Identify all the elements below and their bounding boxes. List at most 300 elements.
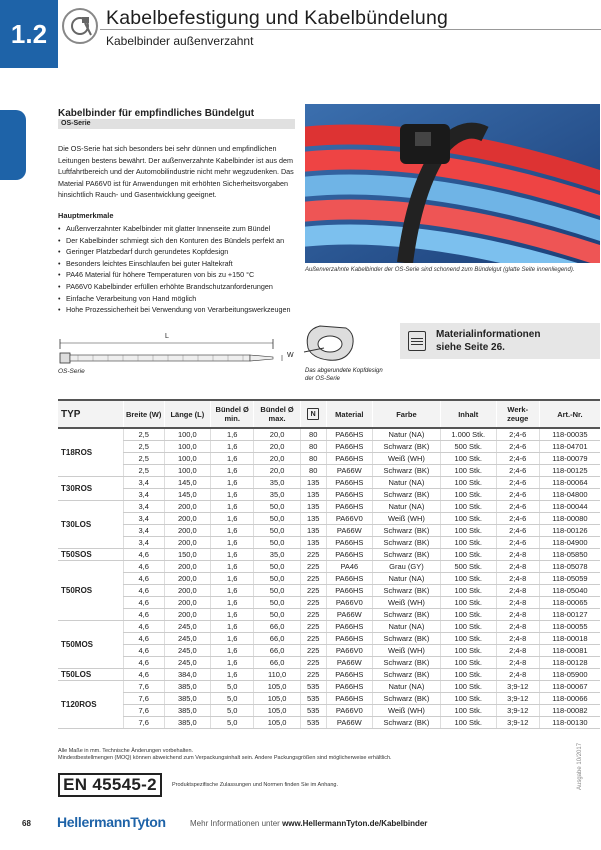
table-cell: PA66HS bbox=[326, 453, 373, 465]
table-cell: 225 bbox=[300, 573, 326, 585]
table-cell: 4,6 bbox=[123, 657, 164, 669]
tensile-strength-icon: N bbox=[307, 408, 319, 420]
table-row bbox=[58, 645, 600, 657]
table-cell: 80 bbox=[300, 428, 326, 441]
table-cell: 100 Stk. bbox=[440, 513, 496, 525]
table-cell: 3;9-12 bbox=[496, 681, 539, 693]
table-cell: 3,4 bbox=[123, 489, 164, 501]
table-cell: 100 Stk. bbox=[440, 525, 496, 537]
table-cell: 1,6 bbox=[211, 609, 254, 621]
table-cell: Schwarz (BK) bbox=[373, 537, 441, 549]
table-cell: 225 bbox=[300, 645, 326, 657]
table-cell: PA66W bbox=[326, 465, 373, 477]
header-inhalt: Inhalt bbox=[440, 400, 496, 428]
table-cell: 2;4-8 bbox=[496, 549, 539, 561]
table-cell: 2;4-6 bbox=[496, 513, 539, 525]
type-cell: T50ROS bbox=[58, 561, 123, 621]
table-cell: 1,6 bbox=[211, 585, 254, 597]
table-cell: 50,0 bbox=[254, 609, 301, 621]
footer-text bbox=[190, 819, 427, 828]
table-cell: PA66V0 bbox=[326, 513, 373, 525]
table-cell: 4,6 bbox=[123, 561, 164, 573]
table-cell: 118-00082 bbox=[539, 705, 600, 717]
table-cell: 118-05040 bbox=[539, 585, 600, 597]
page-number: 68 bbox=[22, 819, 31, 828]
table-row bbox=[58, 428, 600, 441]
table-cell: 118-04800 bbox=[539, 489, 600, 501]
table-cell: 135 bbox=[300, 477, 326, 489]
tie-caption: OS-Serie bbox=[58, 368, 85, 375]
table-cell: 100 Stk. bbox=[440, 573, 496, 585]
table-cell: 2;4-6 bbox=[496, 489, 539, 501]
table-cell: PA66HS bbox=[326, 428, 373, 441]
table-cell: 500 Stk. bbox=[440, 441, 496, 453]
feature-item: • Besonders leichtes Einschlaufen bei guter Haltekraft bbox=[58, 258, 308, 270]
standard-badge: EN 45545-2 bbox=[58, 773, 162, 797]
head-caption bbox=[305, 367, 383, 383]
table-cell: 100 Stk. bbox=[440, 645, 496, 657]
table-row bbox=[58, 657, 600, 669]
table-cell: 20,0 bbox=[254, 453, 301, 465]
photo-caption: Außenverzahnte Kabelbinder der OS-Serie sind schonend zum Bündelgut (glatte Seite innenliegend). bbox=[305, 267, 575, 273]
table-row bbox=[58, 453, 600, 465]
table-cell: Schwarz (BK) bbox=[373, 489, 441, 501]
type-cell: T120ROS bbox=[58, 681, 123, 729]
table-cell: 7,6 bbox=[123, 681, 164, 693]
table-cell: 105,0 bbox=[254, 693, 301, 705]
table-cell: 118-04900 bbox=[539, 537, 600, 549]
table-cell: 384,0 bbox=[164, 669, 211, 681]
table-cell: 3,4 bbox=[123, 477, 164, 489]
table-cell: 2,5 bbox=[123, 453, 164, 465]
table-row bbox=[58, 669, 600, 681]
table-cell: Schwarz (BK) bbox=[373, 657, 441, 669]
table-cell: Schwarz (BK) bbox=[373, 585, 441, 597]
type-cell: T50SOS bbox=[58, 549, 123, 561]
table-cell: 100,0 bbox=[164, 441, 211, 453]
table-cell: 5,0 bbox=[211, 693, 254, 705]
table-cell: 135 bbox=[300, 489, 326, 501]
header-buendel-max: Bündel Ø max. bbox=[254, 400, 301, 428]
table-cell: 2;4-6 bbox=[496, 428, 539, 441]
page-subtitle: Kabelbinder außenverzahnt bbox=[106, 34, 254, 48]
table-cell: PA66HS bbox=[326, 537, 373, 549]
table-row bbox=[58, 441, 600, 453]
table-cell: 535 bbox=[300, 681, 326, 693]
note-line1: Alle Maße in mm. Technische Änderungen vorbehalten. bbox=[58, 748, 194, 754]
table-row bbox=[58, 525, 600, 537]
table-cell: PA66HS bbox=[326, 501, 373, 513]
feature-item: • Einfache Verarbeitung von Hand möglich bbox=[58, 293, 308, 305]
product-intro: Die OS-Serie hat sich besonders bei sehr dünnen und empfindlichen Leitungen bestens bewährt. Der außenverzahnte Kabelbinder ist aus dem Luftfahrtbereich und der Automobilindustrie nicht mehr wegzudenken. Das Material PA66V0 ist für Anwendungen mit erhöhten Sicherheitsvorgaben hinsichtlich Rauch- und Gasentwicklung geeignet. bbox=[58, 144, 294, 200]
header-farbe: Farbe bbox=[373, 400, 441, 428]
table-cell: 1,6 bbox=[211, 453, 254, 465]
product-photo bbox=[305, 104, 600, 263]
table-cell: 66,0 bbox=[254, 633, 301, 645]
table-cell: Weiß (WH) bbox=[373, 705, 441, 717]
table-cell: 118-00126 bbox=[539, 525, 600, 537]
table-cell: Schwarz (BK) bbox=[373, 717, 441, 729]
table-cell: 118-00065 bbox=[539, 597, 600, 609]
table-cell: 3;9-12 bbox=[496, 705, 539, 717]
table-cell: 2;4-6 bbox=[496, 465, 539, 477]
cable-tie-icon bbox=[62, 8, 98, 44]
table-cell: PA66W bbox=[326, 717, 373, 729]
footer-url-link[interactable]: www.HellermannTyton.de/Kabelbinder bbox=[282, 819, 428, 828]
cable-tie-drawing bbox=[58, 335, 298, 375]
table-cell: 80 bbox=[300, 465, 326, 477]
table-cell: 145,0 bbox=[164, 477, 211, 489]
table-cell: 200,0 bbox=[164, 597, 211, 609]
table-cell: 100 Stk. bbox=[440, 717, 496, 729]
table-cell: Schwarz (BK) bbox=[373, 441, 441, 453]
table-row bbox=[58, 573, 600, 585]
table-row bbox=[58, 693, 600, 705]
table-row bbox=[58, 621, 600, 633]
table-cell: 2;4-6 bbox=[496, 525, 539, 537]
table-cell: 2;4-8 bbox=[496, 597, 539, 609]
table-cell: 385,0 bbox=[164, 693, 211, 705]
table-cell: 1,6 bbox=[211, 597, 254, 609]
table-cell: 100 Stk. bbox=[440, 585, 496, 597]
table-cell: 105,0 bbox=[254, 681, 301, 693]
table-cell: 1,6 bbox=[211, 513, 254, 525]
table-cell: PA66W bbox=[326, 525, 373, 537]
feature-item: • PA66V0 Kabelbinder erfüllen erhöhte Brandschutzanforderungen bbox=[58, 281, 308, 293]
table-cell: 118-00079 bbox=[539, 453, 600, 465]
table-cell: 50,0 bbox=[254, 573, 301, 585]
table-cell: 1,6 bbox=[211, 561, 254, 573]
table-cell: 3,4 bbox=[123, 501, 164, 513]
table-cell: 1,6 bbox=[211, 621, 254, 633]
table-cell: Schwarz (BK) bbox=[373, 609, 441, 621]
table-cell: 3,4 bbox=[123, 537, 164, 549]
table-cell: Grau (GY) bbox=[373, 561, 441, 573]
table-cell: 200,0 bbox=[164, 573, 211, 585]
table-cell: 100,0 bbox=[164, 428, 211, 441]
table-cell: 385,0 bbox=[164, 717, 211, 729]
table-cell: 2;4-8 bbox=[496, 633, 539, 645]
table-cell: PA66W bbox=[326, 609, 373, 621]
table-cell: 118-00064 bbox=[539, 477, 600, 489]
table-cell: 20,0 bbox=[254, 441, 301, 453]
table-cell: 7,6 bbox=[123, 693, 164, 705]
table-cell: 118-05059 bbox=[539, 573, 600, 585]
table-cell: 100 Stk. bbox=[440, 681, 496, 693]
table-cell: 535 bbox=[300, 693, 326, 705]
table-cell: PA66V0 bbox=[326, 597, 373, 609]
table-cell: 2;4-8 bbox=[496, 621, 539, 633]
table-cell: 100,0 bbox=[164, 453, 211, 465]
table-cell: 7,6 bbox=[123, 717, 164, 729]
header-artnr: Art.-Nr. bbox=[539, 400, 600, 428]
table-cell: 135 bbox=[300, 525, 326, 537]
standard-note: Produktspezifische Zulassungen und Normen finden Sie im Anhang. bbox=[172, 782, 339, 788]
table-cell: 80 bbox=[300, 441, 326, 453]
header-buendel-min: Bündel Ø min. bbox=[211, 400, 254, 428]
table-cell: 135 bbox=[300, 513, 326, 525]
table-cell: 4,6 bbox=[123, 669, 164, 681]
table-cell: 225 bbox=[300, 609, 326, 621]
feature-item: • Der Kabelbinder schmiegt sich den Konturen des Bündels perfekt an bbox=[58, 235, 308, 247]
table-cell: 118-00080 bbox=[539, 513, 600, 525]
table-cell: 1,6 bbox=[211, 477, 254, 489]
table-cell: 118-00130 bbox=[539, 717, 600, 729]
feature-item: • Geringer Platzbedarf durch gerundetes Kopfdesign bbox=[58, 246, 308, 258]
table-cell: 1,6 bbox=[211, 633, 254, 645]
spec-table-body bbox=[58, 428, 600, 729]
table-row bbox=[58, 585, 600, 597]
table-cell: 225 bbox=[300, 549, 326, 561]
type-cell: T50MOS bbox=[58, 621, 123, 669]
type-cell: T18ROS bbox=[58, 428, 123, 477]
table-cell: 2;4-8 bbox=[496, 609, 539, 621]
table-cell: 118-05850 bbox=[539, 549, 600, 561]
header-breite: Breite (W) bbox=[123, 400, 164, 428]
table-cell: 225 bbox=[300, 633, 326, 645]
type-cell: T30LOS bbox=[58, 501, 123, 549]
table-cell: Weiß (WH) bbox=[373, 597, 441, 609]
table-cell: 135 bbox=[300, 501, 326, 513]
table-cell: 4,6 bbox=[123, 597, 164, 609]
table-cell: 4,6 bbox=[123, 573, 164, 585]
table-cell: 225 bbox=[300, 657, 326, 669]
table-cell: 225 bbox=[300, 621, 326, 633]
table-cell: 2;4-6 bbox=[496, 477, 539, 489]
table-cell: 50,0 bbox=[254, 597, 301, 609]
table-cell: 35,0 bbox=[254, 477, 301, 489]
material-info-box[interactable] bbox=[400, 323, 600, 359]
table-cell: 245,0 bbox=[164, 645, 211, 657]
page-title: Kabelbefestigung und Kabelbündelung bbox=[106, 7, 449, 29]
table-cell: 225 bbox=[300, 561, 326, 573]
table-cell: 2;4-8 bbox=[496, 573, 539, 585]
table-cell: Weiß (WH) bbox=[373, 645, 441, 657]
table-row bbox=[58, 489, 600, 501]
table-cell: 1,6 bbox=[211, 537, 254, 549]
table-cell: 50,0 bbox=[254, 585, 301, 597]
table-cell: 3,4 bbox=[123, 525, 164, 537]
table-cell: 118-00018 bbox=[539, 633, 600, 645]
table-cell: 100 Stk. bbox=[440, 657, 496, 669]
edition-label: Ausgabe 10/2017 bbox=[577, 742, 583, 790]
material-info-text bbox=[436, 328, 540, 354]
head-caption-line2: der OS-Serie bbox=[305, 376, 341, 382]
rounded-head-drawing bbox=[300, 318, 360, 366]
table-cell: Schwarz (BK) bbox=[373, 669, 441, 681]
table-cell: 100 Stk. bbox=[440, 537, 496, 549]
table-cell: Natur (NA) bbox=[373, 477, 441, 489]
table-cell: Schwarz (BK) bbox=[373, 549, 441, 561]
table-cell: 1,6 bbox=[211, 657, 254, 669]
table-cell: 20,0 bbox=[254, 465, 301, 477]
table-cell: 1,6 bbox=[211, 669, 254, 681]
table-cell: 100 Stk. bbox=[440, 633, 496, 645]
table-cell: 1,6 bbox=[211, 645, 254, 657]
table-cell: PA66HS bbox=[326, 669, 373, 681]
table-cell: 118-00127 bbox=[539, 609, 600, 621]
table-row bbox=[58, 597, 600, 609]
table-cell: 200,0 bbox=[164, 513, 211, 525]
table-cell: 1,6 bbox=[211, 465, 254, 477]
table-cell: 2,5 bbox=[123, 441, 164, 453]
table-cell: 100 Stk. bbox=[440, 549, 496, 561]
table-cell: 118-05900 bbox=[539, 669, 600, 681]
table-row bbox=[58, 501, 600, 513]
table-cell: Weiß (WH) bbox=[373, 513, 441, 525]
table-cell: Weiß (WH) bbox=[373, 453, 441, 465]
table-cell: 200,0 bbox=[164, 525, 211, 537]
table-cell: 535 bbox=[300, 705, 326, 717]
table-cell: 118-00035 bbox=[539, 428, 600, 441]
table-cell: 100 Stk. bbox=[440, 465, 496, 477]
table-cell: PA66V0 bbox=[326, 705, 373, 717]
table-header-row bbox=[58, 400, 600, 428]
header-typ: TYP bbox=[61, 408, 81, 420]
table-cell: 535 bbox=[300, 717, 326, 729]
length-label: L bbox=[165, 333, 169, 340]
table-notes bbox=[58, 748, 392, 762]
table-cell: 5,0 bbox=[211, 717, 254, 729]
table-cell: 5,0 bbox=[211, 705, 254, 717]
header-tensile-icon bbox=[300, 400, 326, 428]
table-cell: PA66HS bbox=[326, 549, 373, 561]
table-cell: 2;4-6 bbox=[496, 537, 539, 549]
header-laenge: Länge (L) bbox=[164, 400, 211, 428]
table-cell: PA66HS bbox=[326, 585, 373, 597]
table-cell: 1,6 bbox=[211, 441, 254, 453]
table-cell: 100 Stk. bbox=[440, 621, 496, 633]
table-cell: PA46 bbox=[326, 561, 373, 573]
table-cell: 135 bbox=[300, 537, 326, 549]
feature-item: • PA46 Material für höhere Temperaturen von bis zu +150 °C bbox=[58, 269, 308, 281]
table-cell: 2;4-8 bbox=[496, 669, 539, 681]
table-cell: 80 bbox=[300, 453, 326, 465]
table-cell: 2;4-6 bbox=[496, 453, 539, 465]
table-cell: 1,6 bbox=[211, 549, 254, 561]
section-side-tab bbox=[0, 110, 26, 180]
table-cell: 66,0 bbox=[254, 645, 301, 657]
table-cell: PA66V0 bbox=[326, 645, 373, 657]
table-cell: 7,6 bbox=[123, 705, 164, 717]
table-cell: 4,6 bbox=[123, 585, 164, 597]
feature-item: • Außenverzahnter Kabelbinder mit glatter Innenseite zum Bündel bbox=[58, 223, 308, 235]
table-cell: 1,6 bbox=[211, 489, 254, 501]
table-cell: 2;4-8 bbox=[496, 585, 539, 597]
table-cell: 100 Stk. bbox=[440, 609, 496, 621]
table-cell: 245,0 bbox=[164, 621, 211, 633]
table-cell: Schwarz (BK) bbox=[373, 465, 441, 477]
table-cell: 118-05078 bbox=[539, 561, 600, 573]
brand-logo: HellermannTyton bbox=[57, 814, 166, 830]
table-cell: 100 Stk. bbox=[440, 453, 496, 465]
table-cell: 118-04701 bbox=[539, 441, 600, 453]
table-row bbox=[58, 561, 600, 573]
table-cell: Natur (NA) bbox=[373, 501, 441, 513]
feature-item: • Hohe Prozessicherheit bei Verwendung von Verarbeitungswerkzeugen bbox=[58, 304, 308, 316]
width-label: W bbox=[287, 352, 294, 359]
table-cell: PA66HS bbox=[326, 633, 373, 645]
table-cell: 150,0 bbox=[164, 549, 211, 561]
document-icon bbox=[408, 331, 426, 351]
type-cell: T50LOS bbox=[58, 669, 123, 681]
table-cell: 1,6 bbox=[211, 573, 254, 585]
table-cell: 2;4-8 bbox=[496, 645, 539, 657]
table-cell: 110,0 bbox=[254, 669, 301, 681]
head-caption-line1: Das abgerundete Kopfdesign bbox=[305, 368, 383, 374]
table-cell: 100 Stk. bbox=[440, 477, 496, 489]
table-cell: PA66HS bbox=[326, 477, 373, 489]
table-cell: 2,5 bbox=[123, 428, 164, 441]
table-row bbox=[58, 705, 600, 717]
table-cell: Natur (NA) bbox=[373, 681, 441, 693]
table-cell: PA66HS bbox=[326, 621, 373, 633]
table-cell: 200,0 bbox=[164, 501, 211, 513]
table-cell: 118-00055 bbox=[539, 621, 600, 633]
table-row bbox=[58, 549, 600, 561]
table-cell: 1,6 bbox=[211, 525, 254, 537]
product-title: Kabelbinder für empfindliches Bündelgut bbox=[58, 108, 255, 119]
material-info-line2: siehe Seite 26. bbox=[436, 342, 505, 353]
table-cell: 500 Stk. bbox=[440, 561, 496, 573]
table-cell: PA66HS bbox=[326, 441, 373, 453]
table-cell: 1.000 Stk. bbox=[440, 428, 496, 441]
table-cell: 50,0 bbox=[254, 537, 301, 549]
table-cell: 385,0 bbox=[164, 681, 211, 693]
spec-table bbox=[58, 399, 600, 729]
table-cell: 118-00081 bbox=[539, 645, 600, 657]
table-cell: 4,6 bbox=[123, 549, 164, 561]
table-cell: 245,0 bbox=[164, 633, 211, 645]
note-line2: Mindestbestellmengen (MOQ) können abweichend zum Verpackungsinhalt sein. Andere Packungsgrößen sind möglicherweise erhältlich. bbox=[58, 755, 392, 761]
table-row bbox=[58, 513, 600, 525]
table-cell: 200,0 bbox=[164, 537, 211, 549]
features-title: Hauptmerkmale bbox=[58, 211, 114, 220]
features-list bbox=[58, 223, 308, 316]
table-cell: 2,5 bbox=[123, 465, 164, 477]
table-cell: 100,0 bbox=[164, 465, 211, 477]
footer-prefix: Mehr Informationen unter bbox=[190, 819, 280, 828]
table-cell: Natur (NA) bbox=[373, 573, 441, 585]
table-cell: 50,0 bbox=[254, 513, 301, 525]
table-cell: 118-00128 bbox=[539, 657, 600, 669]
table-cell: 4,6 bbox=[123, 645, 164, 657]
table-cell: 245,0 bbox=[164, 657, 211, 669]
table-row bbox=[58, 537, 600, 549]
table-cell: 1,6 bbox=[211, 501, 254, 513]
table-cell: 50,0 bbox=[254, 501, 301, 513]
table-cell: 66,0 bbox=[254, 621, 301, 633]
table-cell: 105,0 bbox=[254, 717, 301, 729]
table-cell: 2;4-6 bbox=[496, 501, 539, 513]
table-cell: Schwarz (BK) bbox=[373, 693, 441, 705]
table-cell: Natur (NA) bbox=[373, 428, 441, 441]
table-cell: 118-00044 bbox=[539, 501, 600, 513]
table-cell: 35,0 bbox=[254, 549, 301, 561]
table-cell: 385,0 bbox=[164, 705, 211, 717]
table-cell: 118-00066 bbox=[539, 693, 600, 705]
table-cell: 100 Stk. bbox=[440, 597, 496, 609]
table-cell: 100 Stk. bbox=[440, 705, 496, 717]
table-cell: Natur (NA) bbox=[373, 621, 441, 633]
table-cell: 225 bbox=[300, 585, 326, 597]
table-cell: 1,6 bbox=[211, 428, 254, 441]
table-cell: 105,0 bbox=[254, 705, 301, 717]
table-cell: 3;9-12 bbox=[496, 693, 539, 705]
table-cell: 100 Stk. bbox=[440, 501, 496, 513]
table-cell: 2;4-6 bbox=[496, 441, 539, 453]
table-cell: 200,0 bbox=[164, 585, 211, 597]
